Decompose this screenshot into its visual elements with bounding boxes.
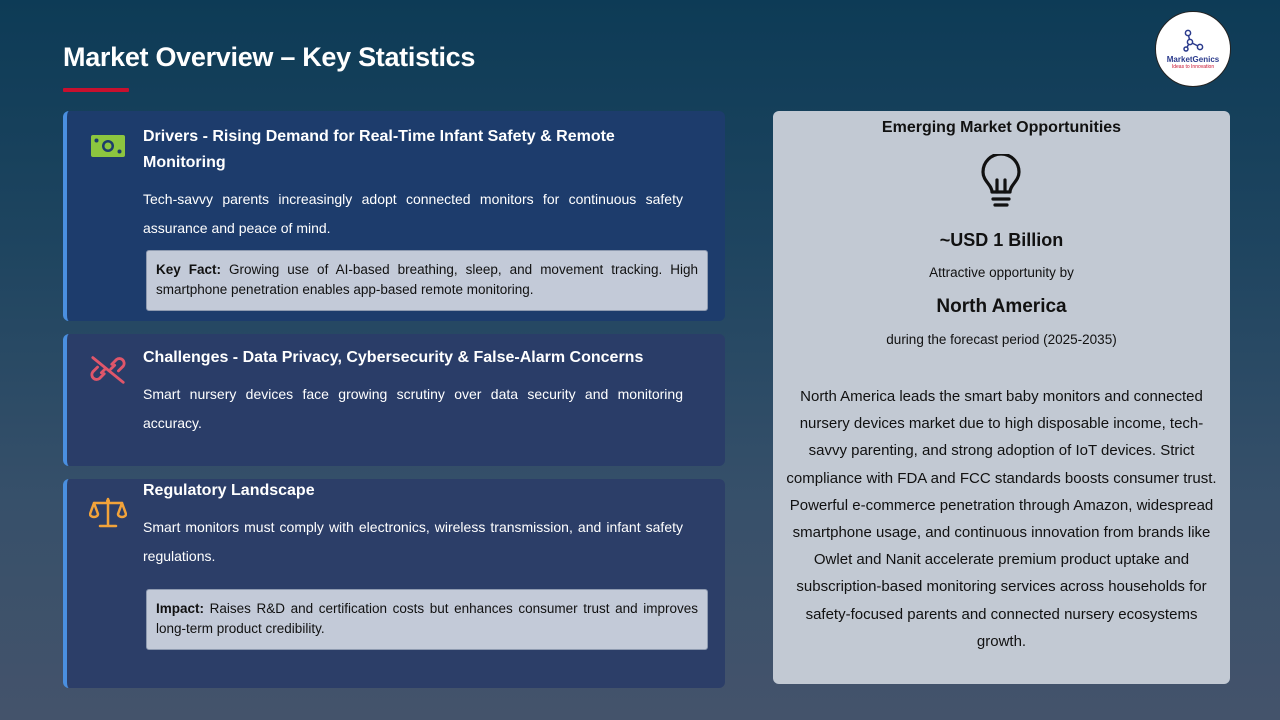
- opportunities-panel: [773, 111, 1230, 684]
- key-fact-box: [146, 250, 708, 311]
- opportunities-body: North America leads the smart baby monitors and connected nursery devices market due to high disposable income, tech-savvy parenting, and strong adoption of IoT devices. Strict compliance with FDA and FCC standards boosts consumer trust. Powerful e-commerce penetration through Amazon, widespread smartphone usage, and continuous innovation from brands like Owlet and Nanit accelerate premium product uptake and subscription-based monitoring services across households for safety-focused parents and connected nursery ecosystems growth.: [786, 388, 1217, 650]
- drivers-card: [63, 111, 725, 321]
- region-name: North America: [936, 296, 1067, 317]
- lightbulb-icon: [976, 154, 1026, 212]
- opportunities-heading: Emerging Market Opportunities: [881, 119, 1122, 136]
- molecule-icon: [1180, 28, 1206, 54]
- forecast-period: during the forecast period (2025-2035): [886, 332, 1117, 347]
- key-fact-label: Key Fact:: [156, 262, 222, 277]
- impact-label: Impact:: [156, 601, 205, 616]
- key-fact-text: Growing use of AI-based breathing, sleep, and movement tracking. High smartphone penetration enables app-based remote monitoring.: [156, 262, 698, 297]
- challenges-text: Smart nursery devices face growing scrutiny over data security and monitoring accuracy.: [143, 386, 683, 431]
- impact-text: Raises R&D and certification costs but enhances consumer trust and improves long-term product credibility.: [156, 601, 698, 636]
- regulatory-text: Smart monitors must comply with electronics, wireless transmission, and infant safety regulations.: [143, 519, 683, 564]
- broken-link-icon: [89, 352, 127, 386]
- title-underline: [63, 88, 129, 92]
- challenges-title: Challenges - Data Privacy, Cybersecurity & False-Alarm Concerns: [143, 349, 644, 366]
- market-amount: ~USD 1 Billion: [939, 230, 1064, 250]
- page-title: Market Overview – Key Statistics: [63, 42, 476, 72]
- logo-tagline: Ideas to Innovation: [1171, 64, 1215, 70]
- regulatory-title: Regulatory Landscape: [143, 482, 315, 499]
- attractive-label: Attractive opportunity by: [929, 265, 1074, 280]
- impact-box: [146, 589, 708, 650]
- scales-icon: [89, 496, 127, 530]
- regulatory-card: [63, 479, 725, 688]
- drivers-title: Drivers - Rising Demand for Real-Time Infant Safety & Remote Monitoring: [143, 128, 615, 171]
- logo-name: MarketGenics: [1166, 55, 1220, 64]
- company-logo: [1155, 11, 1231, 87]
- drivers-text: Tech-savvy parents increasingly adopt connected monitors for continuous safety assurance and peace of mind.: [143, 191, 683, 236]
- money-icon: [89, 129, 127, 163]
- challenges-card: [63, 334, 725, 466]
